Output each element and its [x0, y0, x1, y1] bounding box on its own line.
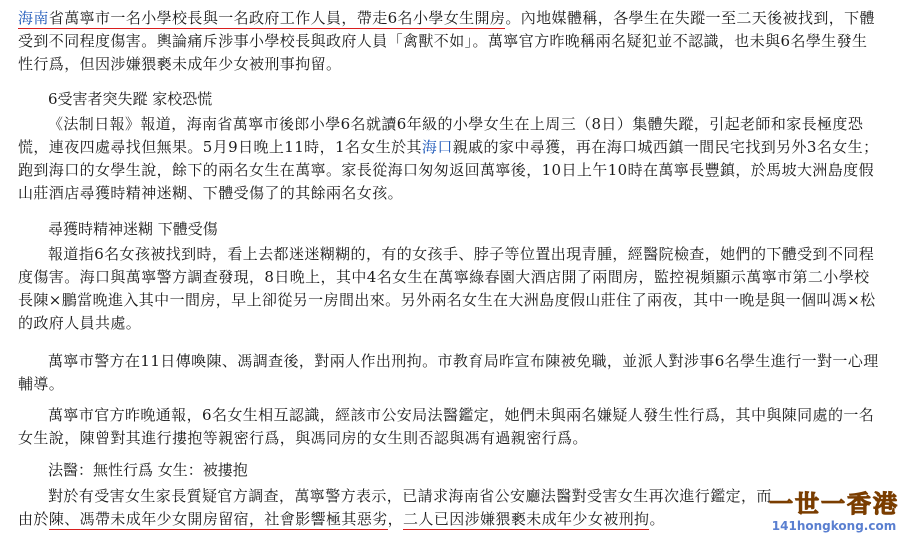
paragraph-1-text: 。內地媒體稱，各學生在失蹤一至二天後被找到，下體受到不同程度傷害。輿論痛斥涉事小學校長與政府人員「禽獸不如」。萬寧官方昨晚稱兩名疑犯並不認識，也未與6名學生發生性行爲，但因涉嫌猥褻未成年少女被刑事拘留。: [18, 9, 875, 73]
hainan-link[interactable]: 海南: [18, 9, 49, 27]
article-paragraph-3: 報道指6名女孩被找到時，看上去都迷迷糊糊的，有的女孩手、脖子等位置出現青腫，經醫院檢查，她們的下體受到不同程度傷害。海口與萬寧警方調查發現，8日晚上，其中4名女生在萬寧綠春園大酒店開了兩間房，監控視頻顯示萬寧市第二小學校長陳×鵬當晚進入其中一間房，早上卻從另一房間出來。另外兩名女生在大洲島度假山莊住了兩夜，其中一晚是與一個叫馮×松的政府人員共處。: [18, 245, 876, 332]
paragraph-2-text-b: 親戚的家中尋獲，再在海口城西鎮一間民宅找到另外3名女生；跑到海口的女學生說，餘下的兩名女生在萬寧。家長從海口匆匆返回萬寧後，10日上午10時在萬寧長豐鎮，於馬坡大洲島度假山莊酒店尋獲時精神迷糊、下體受傷了的其餘兩名女孩。: [18, 138, 879, 202]
section-heading-2: 尋獲時精神迷糊 下體受傷: [48, 220, 218, 238]
paragraph-7-comma: ，: [387, 510, 404, 528]
paragraph-2-text-a: 《法制日報》報道，海南省萬寧市後郎小學6名就讀6年級的小學女生在上周三（8日）集體失蹤，引起老師和家長極度恐慌，連夜四處尋找但無果。5月9日晚上11時，1名女生於其: [18, 115, 864, 156]
article-paragraph-7: [18, 485, 778, 531]
underlined-phrase-2: 二人已因涉嫌猥褻未成年少女被刑拘: [403, 510, 650, 528]
watermark-logo: [769, 489, 899, 547]
section-heading-3: 法醫：無性行爲 女生：被摟抱: [48, 461, 248, 479]
article-paragraph-4: 萬寧市警方在11日傳喚陳、馮調查後，對兩人作出刑拘。市教育局昨宣布陳被免職，並派人對涉事6名學生進行一對一心理輔導。: [18, 352, 879, 393]
article-paragraph-5: 萬寧市官方昨晚通報，6名女生相互認識，經該市公安局法醫鑑定，她們未與兩名嫌疑人發生性行爲，其中與陳同處的一名女生說，陳曾對其進行摟抱等親密行爲，與馮同房的女生則否認與馮有過親密行爲。: [18, 406, 875, 447]
haikou-link[interactable]: 海口: [421, 138, 453, 156]
article-paragraph-1: [18, 7, 882, 76]
section-heading-1: 6受害者突失蹤 家校恐慌: [48, 90, 213, 108]
paragraph-7-text-a: 對於有受害女生家長質疑官方調查，萬寧警方表示，已請求海南省公安廳法醫對受害女生再次進行鑑定，而由於: [18, 487, 772, 528]
article-paragraph-2: [18, 113, 882, 205]
headline-underlined-text: 省萬寧市一名小學校長與一名政府工作人員，帶走6名小學女生開房: [48, 9, 506, 27]
underlined-phrase-1: 陳、馮帶未成年少女開房留宿，社會影響極其惡劣: [48, 510, 388, 528]
watermark-title: 一世一香港: [769, 490, 899, 518]
watermark-url: 141hongkong.com: [771, 519, 897, 533]
paragraph-7-period: 。: [649, 510, 665, 528]
